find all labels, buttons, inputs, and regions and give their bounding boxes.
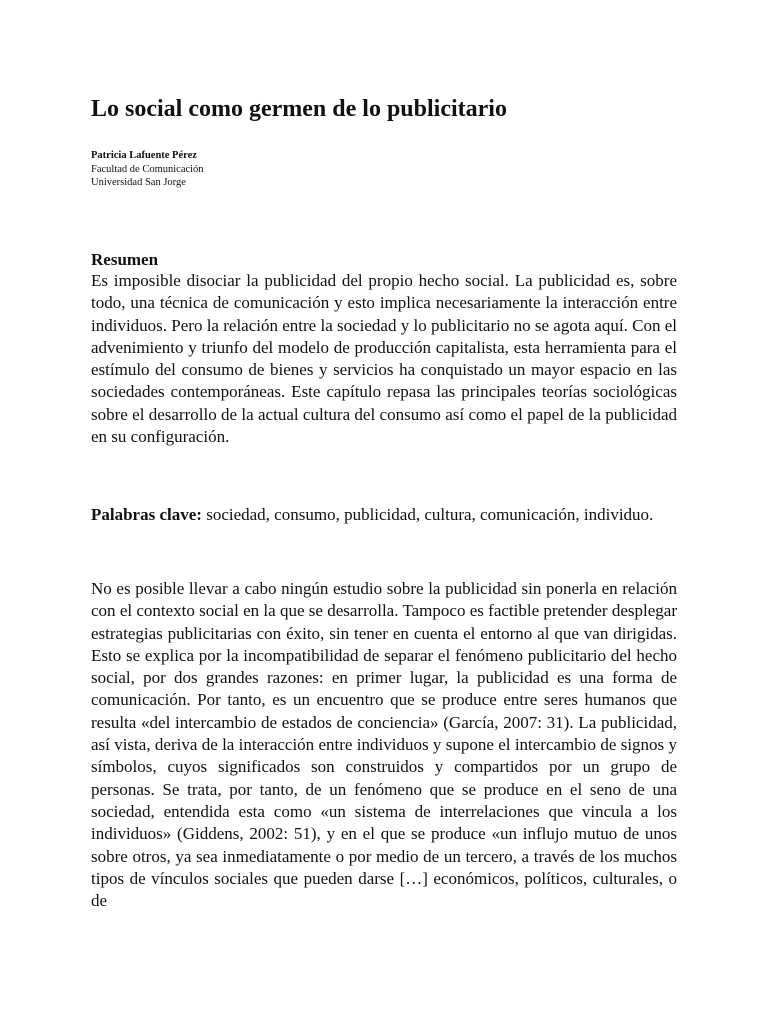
body-paragraph: No es posible llevar a cabo ningún estudio sobre la publicidad sin ponerla en relación con el contexto social en la que se desarrolla. Tampoco es factible pretender desplegar estrategias publicitarias con éxito, sin tener en cuenta el entorno al que van dirigidas. Esto se explica por la incompatibilidad de separar el fenómeno publicitario del hecho social, por dos grandes razones: en primer lugar, la publicidad es una forma de comunicación. Por tanto, es un encuentro que se produce entre seres humanos que resulta «del intercambio de estados de conciencia» (García, 2007: 31). La publicidad, así vista, deriva de la interacción entre individuos y supone el intercambio de signos y símbolos, cuyos significados son construidos y compartidos por un grupo de personas. Se trata, por tanto, de un fenómeno que se produce en el seno de una sociedad, entendida esta como «un sistema de interrelaciones que vincula a los individuos» (Giddens, 2002: 51), y en el que se produce «un influjo mutuo de unos sobre otros, ya sea inmediatamente o por medio de un tercero, a través de los muchos tipos de vínculos sociales que pueden darse […] económicos, políticos, culturales, o de xyxy=(91,579,677,911)
keywords-list: sociedad, consumo, publicidad, cultura, comunicación, individuo. xyxy=(201,505,654,524)
author-block xyxy=(91,149,491,190)
keywords-paragraph xyxy=(91,504,677,526)
author-faculty: Facultad de Comunicación xyxy=(91,163,204,175)
abstract-text: Es imposible disociar la publicidad del propio hecho social. La publicidad es, sobre todo, una técnica de comunicación y esto implica necesariamente la interacción entre individuos. Pero la relación entre la sociedad y lo publicitario no se agota aquí. Con el advenimiento y triunfo del modelo de producción capitalista, esta herramienta para el estímulo del consumo de bienes y servicios ha conquistado un mayor espacio en las sociedades contemporáneas. Este capítulo repasa las principales teorías sociológicas sobre el desarrollo de la actual cultura del consumo así como el papel de la publicidad en su configuración. xyxy=(91,271,677,447)
document-title: Lo social como germen de lo publicitario xyxy=(91,96,507,122)
author-university: Universidad San Jorge xyxy=(91,177,186,188)
author-name: Patricia Lafuente Pérez xyxy=(91,150,197,161)
keywords-label: Palabras clave: xyxy=(91,505,202,524)
abstract-heading: Resumen xyxy=(91,250,159,269)
